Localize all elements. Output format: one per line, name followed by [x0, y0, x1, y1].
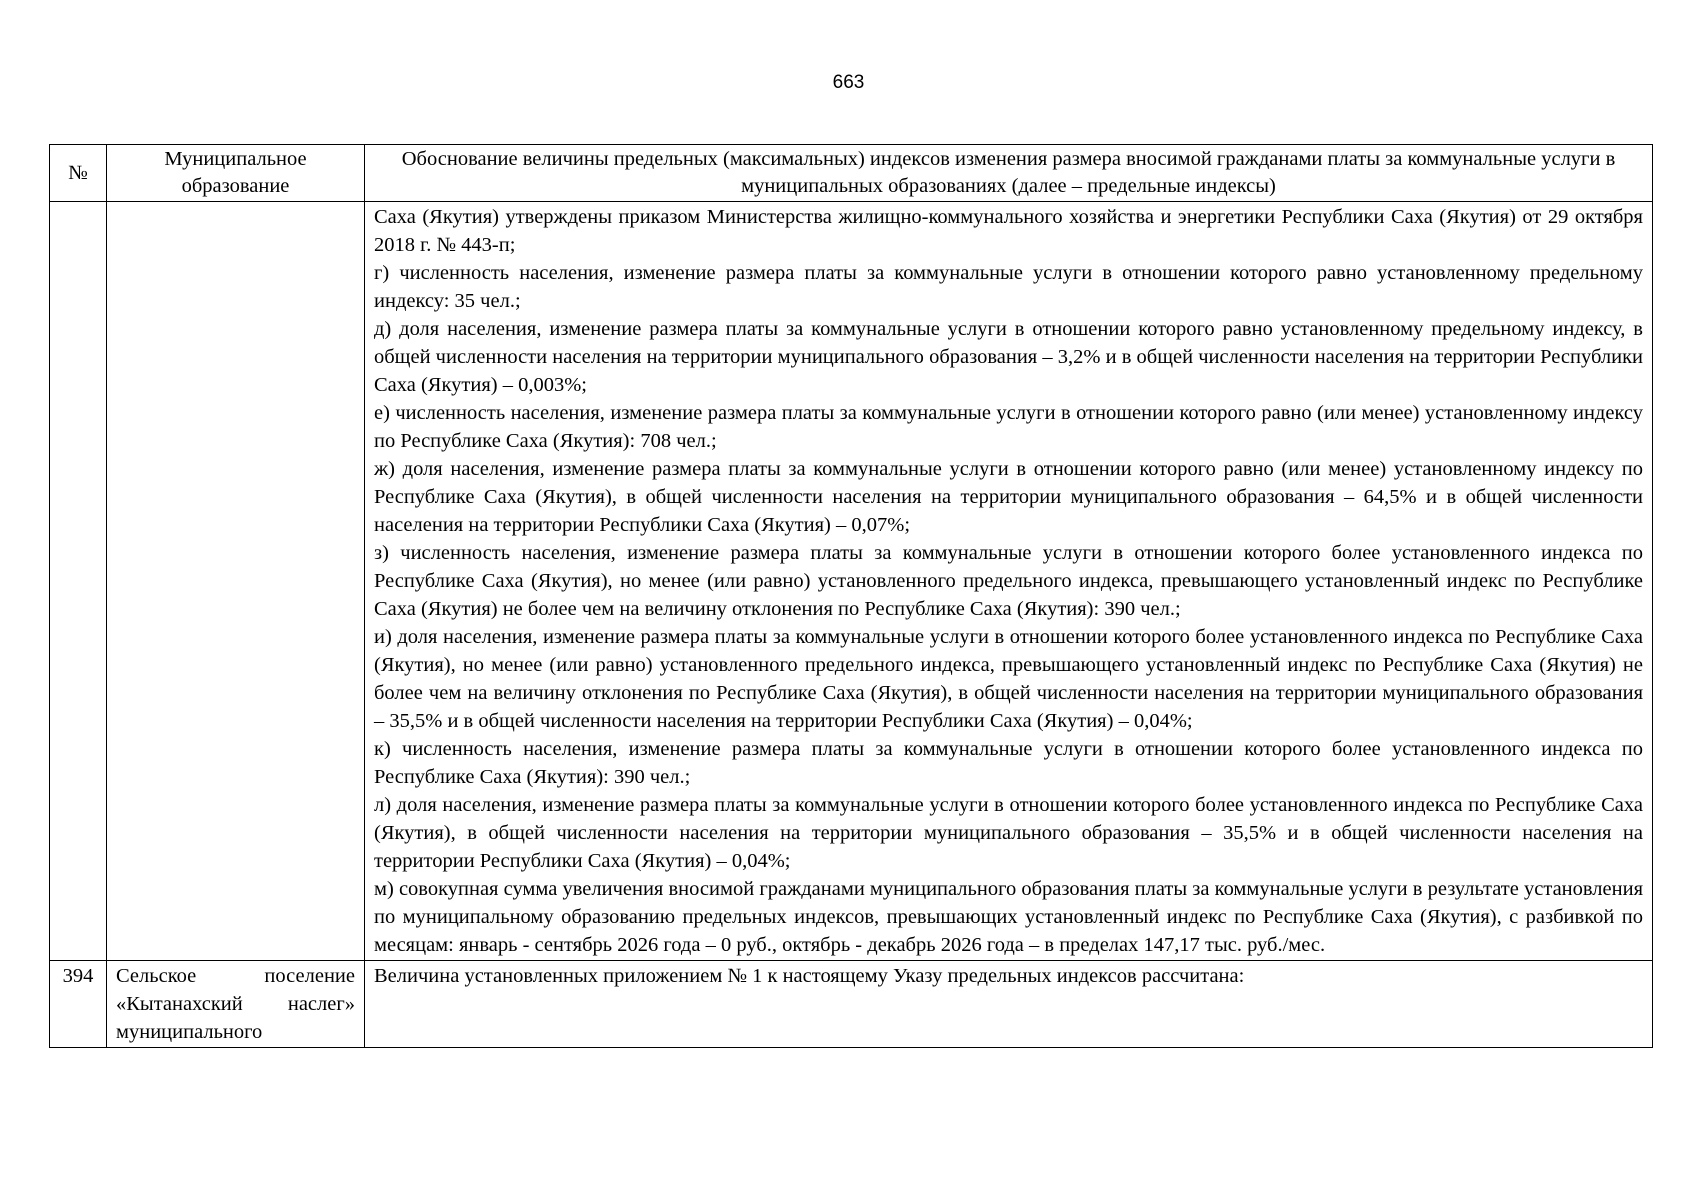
header-municipality: Муниципальное образование [107, 145, 365, 202]
paragraph-k: к) численность населения, изменение размера платы за коммунальные услуги в отношении которого более установленного индекса по Республике Саха (Якутия): 390 чел.; [374, 738, 1643, 788]
row-number: 394 [50, 961, 107, 1048]
paragraph-zh: ж) доля населения, изменение размера платы за коммунальные услуги в отношении которого равно (или менее) установленному индексу по Республике Саха (Якутия), в общей численности населения на территории муниципального образования – 64,5% и в общей численности населения на территории Республики Саха (Якутия) – 0,07%; [374, 458, 1643, 536]
paragraph-i: и) доля населения, изменение размера платы за коммунальные услуги в отношении которого более установленного индекса по Республике Саха (Якутия), но менее (или равно) установленного предельного индекса, превышающего установленный индекс по Республике Саха (Якутия) не более чем на величину отклонения по Республике Саха (Якутия), в общей численности населения на территории муниципального образования – 35,5% и в общей численности населения на территории Республики Саха (Якутия) – 0,04%; [374, 626, 1643, 732]
row-justification [365, 961, 1653, 1048]
paragraph-e: е) численность населения, изменение размера платы за коммунальные услуги в отношении которого равно (или менее) установленному индексу по Республике Саха (Якутия): 708 чел.; [374, 402, 1643, 452]
page-number: 663 [832, 72, 865, 93]
table-header-row [50, 145, 1653, 202]
paragraph-z: з) численность населения, изменение размера платы за коммунальные услуги в отношении которого более установленного индекса по Республике Саха (Якутия), но менее (или равно) установленного предельного индекса, превышающего установленный индекс по Республике Саха (Якутия) не более чем на величину отклонения по Республике Саха (Якутия): 390 чел.; [374, 542, 1643, 620]
row-municipality [107, 202, 365, 961]
tariff-index-table [49, 144, 1653, 1048]
table-row-continuation [50, 202, 1653, 961]
paragraph-d: д) доля населения, изменение размера платы за коммунальные услуги в отношении которого равно установленному предельному индексу, в общей численности населения на территории муниципального образования – 3,2% и в общей численности населения на территории Республики Саха (Якутия) – 0,003%; [374, 318, 1643, 396]
table-row-394 [50, 961, 1653, 1048]
paragraph-g: г) численность населения, изменение размера платы за коммунальные услуги в отношении которого равно установленному предельному индексу: 35 чел.; [374, 262, 1643, 312]
header-justification: Обоснование величины предельных (максимальных) индексов изменения размера вносимой гражданами платы за коммунальные услуги в муниципальных образованиях (далее – предельные индексы) [365, 145, 1653, 202]
header-num: № [50, 145, 107, 202]
paragraph-l: л) доля населения, изменение размера платы за коммунальные услуги в отношении которого более установленного индекса по Республике Саха (Якутия), в общей численности населения на территории муниципального образования – 35,5% и в общей численности населения на территории Республики Саха (Якутия) – 0,04%; [374, 794, 1643, 872]
paragraph: Саха (Якутия) утверждены приказом Министерства жилищно-коммунального хозяйства и энергетики Республики Саха (Якутия) от 29 октября 2018 г. № 443-п; [374, 206, 1643, 256]
row-number [50, 202, 107, 961]
row-justification [365, 202, 1653, 961]
paragraph-m: м) совокупная сумма увеличения вносимой гражданами муниципального образования платы за коммунальные услуги в результате установления по муниципальному образованию предельных индексов, превышающих установленный индекс по Республике Саха (Якутия), с разбивкой по месяцам: январь - сентябрь 2026 года – 0 руб., октябрь - декабрь 2026 года – в пределах 147,17 тыс. руб./мес. [374, 878, 1643, 956]
paragraph: Величина установленных приложением № 1 к настоящему Указу предельных индексов рассчитана: [374, 965, 1245, 987]
row-municipality: Сельское поселение «Кытанахский наслег» муниципального [107, 961, 365, 1048]
